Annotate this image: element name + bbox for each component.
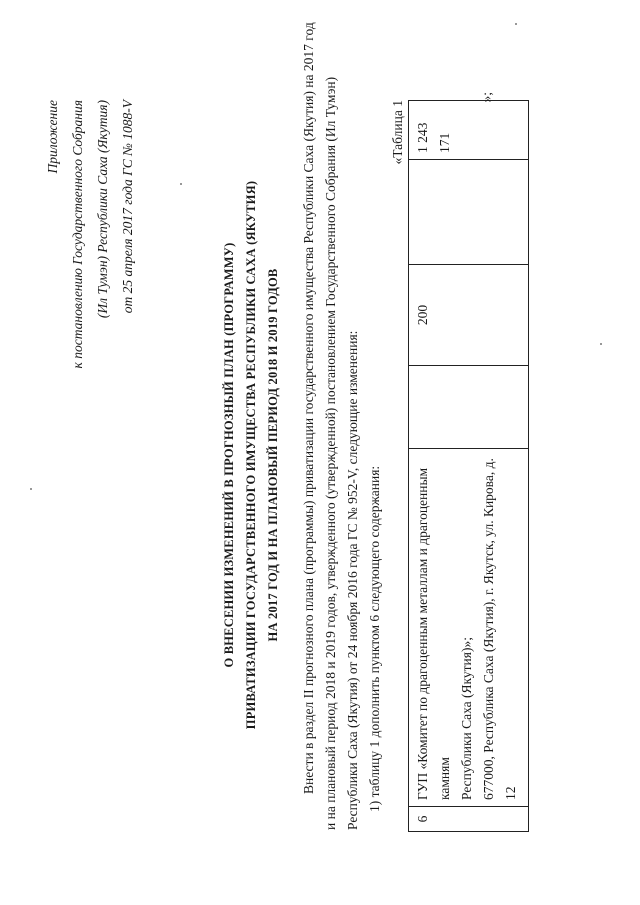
title-line-2: ПРИВАТИЗАЦИИ ГОСУДАРСТВЕННОГО ИМУЩЕСТВА РЕСПУБЛИКИ САХА (ЯКУТИЯ) [244,180,258,730]
name-line-1: ГУП «Комитет по драгоценным металлам и драгоценным камням [415,467,452,800]
scan-speck [515,23,517,25]
document-title [218,135,284,775]
cell-empty-1 [409,366,529,449]
scan-speck [180,183,182,185]
item-1-text: 1) таблицу 1 дополнить пунктом 6 следующего содержания: [367,465,382,812]
body-paragraph [298,22,386,830]
scan-speck [30,488,32,490]
cell-value-2: 1 243 171 [409,101,529,160]
cell-empty-2 [409,160,529,265]
cell-value-1: 200 [409,265,529,366]
cell-name-address [409,449,529,807]
table-label: «Таблица 1 [390,100,405,165]
closing-mark: »; [479,92,494,103]
privatization-table [408,100,529,832]
scan-speck [600,343,602,345]
paragraph-line-3: Республики Саха (Якутия) от 24 ноября 2016 года ГС № 952-V, следующие изменения: [345,330,360,830]
appendix-line-1: Приложение [45,100,60,174]
title-line-3: НА 2017 ГОД И НА ПЛАНОВЫЙ ПЕРИОД 2018 И 2019 ГОДОВ [266,268,280,642]
appendix-line-3: (Ил Тумэн) Республики Саха (Якутия) [95,100,110,319]
cell-number: 6 [409,807,529,832]
title-line-1: О ВНЕСЕНИИ ИЗМЕНЕНИЙ В ПРОГНОЗНЫЙ ПЛАН (ПРОГРАММУ) [222,242,236,668]
appendix-block [40,100,140,368]
name-line-2: Республики Саха (Якутия)»; [459,637,474,800]
name-line-3: 677000, Республика Саха (Якутия), г. Якутск, ул. Кирова, д. 12 [481,458,518,800]
paragraph-line-2: и на плановый период 2018 и 2019 годов, утвержденного (утвержденной) постановлением Государственного Собрания (Ил Тумэн) [323,76,338,830]
paragraph-line-1: Внести в раздел II прогнозного плана (программы) приватизации государственного имущества Республики Саха (Якутия) на 2017 год [301,22,316,794]
appendix-line-4: от 25 апреля 2017 года ГС № 1088-V [120,100,135,314]
appendix-line-2: к постановлению Государственного Собрания [70,100,85,369]
table-row [409,101,529,832]
